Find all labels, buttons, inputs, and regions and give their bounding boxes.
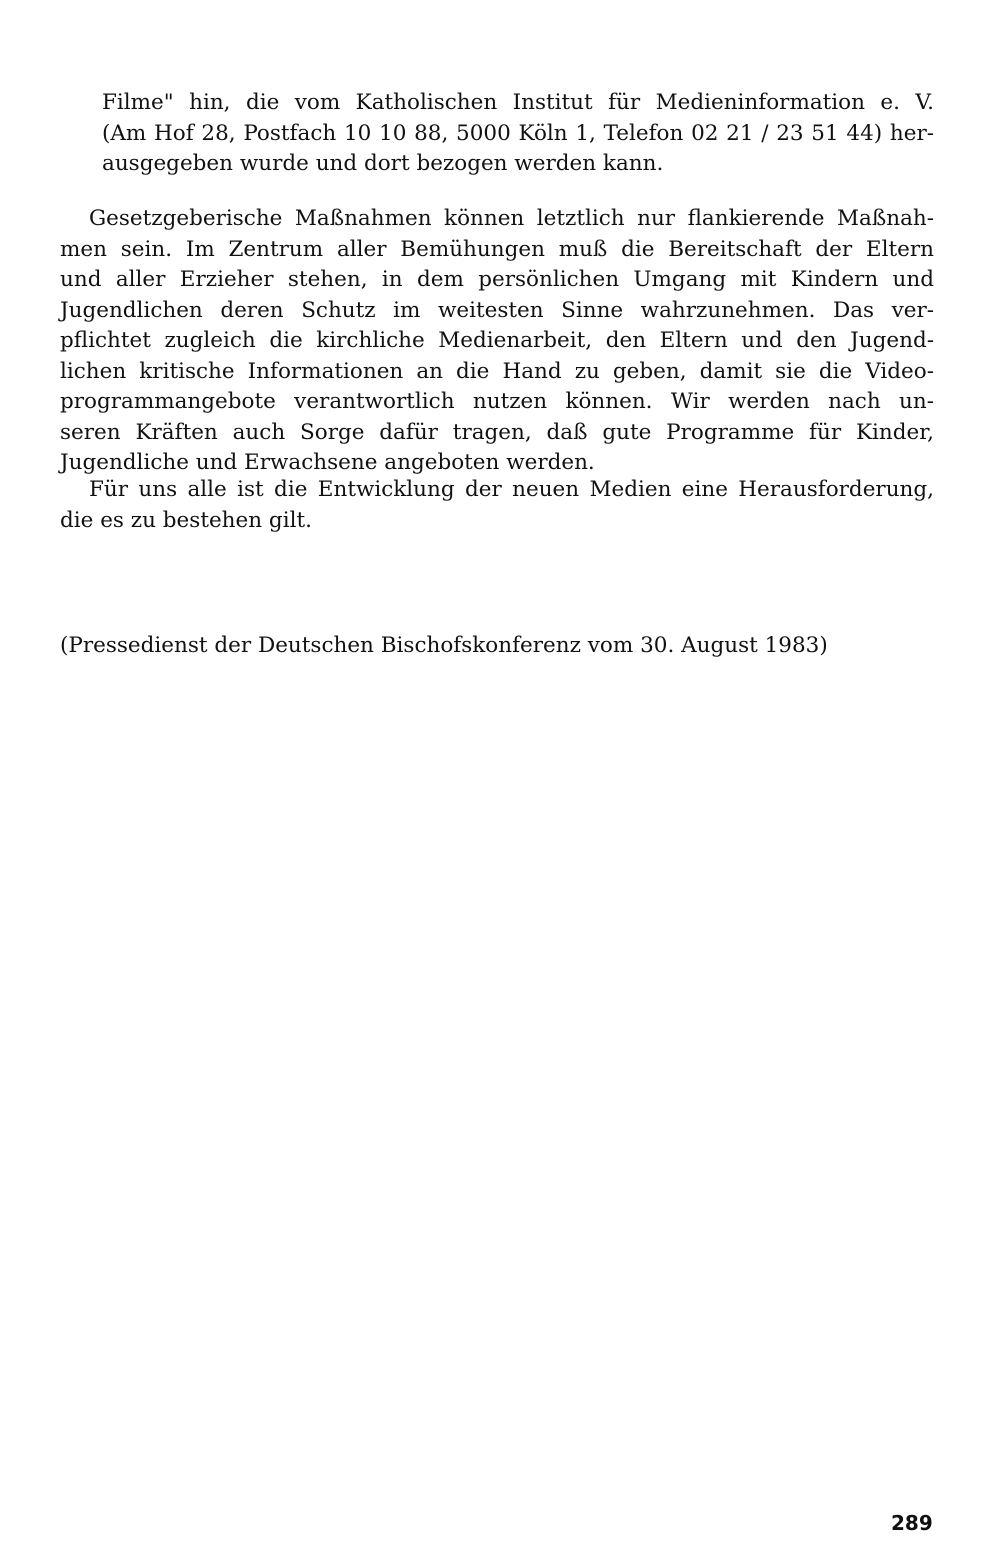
- text-line: Jugendlichen deren Schutz im weitesten Sinne wahrzunehmen. Das ver-: [60, 297, 934, 323]
- text-line: ausgegeben wurde und dort bezogen werden kann.: [102, 151, 664, 176]
- paragraph-continuation: [102, 88, 934, 180]
- paragraph-challenge: [60, 475, 934, 536]
- text-line: programmangebote verantwortlich nutzen können. Wir werden nach un-: [60, 389, 934, 414]
- text-line: seren Kräften auch Sorge dafür tragen, daß gute Programme für Kinder,: [60, 419, 934, 445]
- text-line: (Am Hof 28, Postfach 10 10 88, 5000 Köln 1, Telefon 02 21 / 23 51 44) her-: [102, 120, 934, 146]
- text-line: Gesetzgeberische Maßnahmen können letztlich nur flankierende Maßnah-: [89, 206, 934, 231]
- text-line: Jugendliche und Erwachsene angeboten werden.: [60, 450, 595, 475]
- text-line: und aller Erzieher stehen, in dem persönlichen Umgang mit Kindern und: [60, 267, 934, 292]
- text-line: lichen kritische Informationen an die Hand zu geben, damit sie die Video-: [60, 358, 934, 384]
- text-line: men sein. Im Zentrum aller Bemühungen muß die Bereitschaft der Eltern: [60, 236, 934, 262]
- source-note: (Pressedienst der Deutschen Bischofskonferenz vom 30. August 1983): [60, 633, 828, 658]
- text-line: Filme" hin, die vom Katholischen Institut für Medieninformation e. V.: [102, 90, 934, 115]
- text-line: pflichtet zugleich die kirchliche Medienarbeit, den Eltern und den Jugend-: [60, 328, 934, 353]
- text-line: die es zu bestehen gilt.: [60, 507, 312, 533]
- page-number: 289: [891, 1511, 933, 1535]
- text-line: Für uns alle ist die Entwicklung der neuen Medien eine Herausforderung,: [89, 477, 934, 502]
- paragraph-legislation: [60, 204, 934, 479]
